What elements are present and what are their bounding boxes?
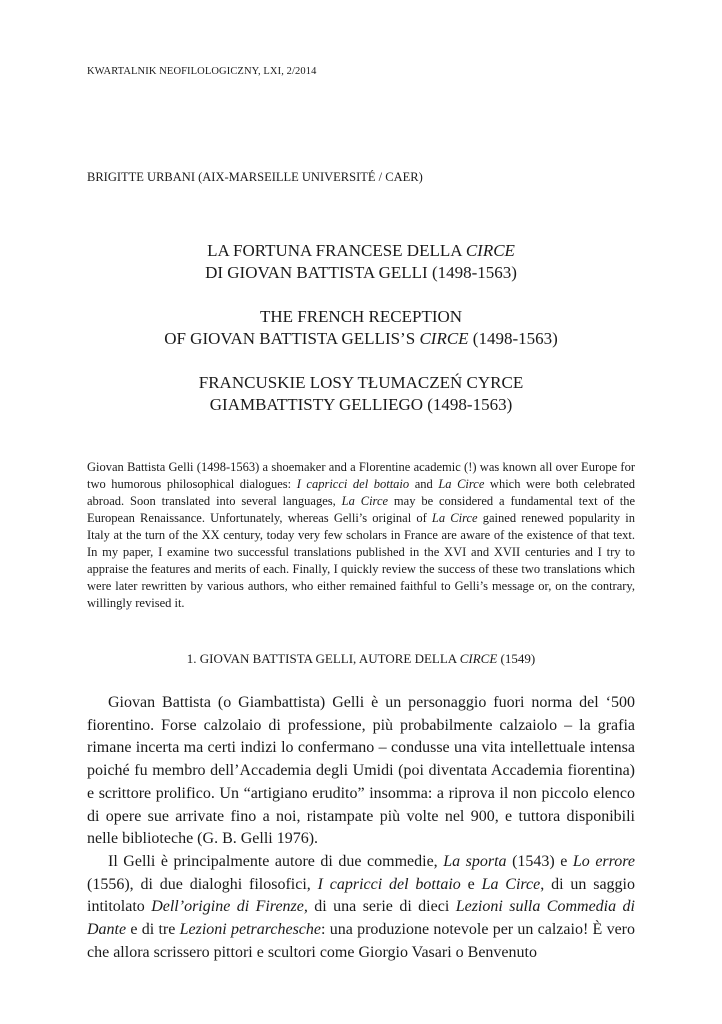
- p2-text-7: e di tre: [126, 921, 180, 939]
- title-english-line2: [87, 328, 635, 350]
- abstract-italic-2: La Circe: [438, 477, 485, 491]
- p2-italic-4: La Circe: [481, 875, 541, 893]
- p2-italic-2: Lo errore: [572, 852, 636, 870]
- title-italian-line1-text: LA FORTUNA FRANCESE DELLA: [207, 241, 466, 260]
- abstract-italic-1: I capricci del bottaio: [296, 477, 410, 491]
- abstract-italic-4: La Circe: [431, 511, 478, 525]
- p2-italic-5: Dell’origine di Firenze,: [151, 898, 308, 916]
- body-text: [87, 692, 635, 964]
- title-english-line2-post: (1498-1563): [468, 329, 558, 348]
- author-line: BRIGITTE URBANI (AIX-MARSEILLE UNIVERSITÉ / CAER): [87, 170, 423, 184]
- abstract: [87, 459, 635, 612]
- abstract-text-5: gained renewed popularity in Italy at the turn of the XX century, today very few scholars in France are aware of the existence of that text. In my paper, I examine two successful translations published in the XVI and XVII centuries and I try to appraise the features and merits of each. Finally, I quickly review the success of these two translations which were later rewritten by various authors, who either remained faithful to Gelli’s message or, on the contrary, willingly revised it.: [87, 511, 635, 610]
- title-english: [87, 306, 635, 350]
- abstract-text-3: which were both celebrated abroad. Soon translated into several languages,: [87, 477, 635, 508]
- title-polish-line1: FRANCUSKIE LOSY TŁUMACZEŃ CYRCE: [198, 373, 524, 392]
- title-italian-line1: [87, 240, 635, 262]
- section-heading: [87, 651, 635, 667]
- body-paragraph-2: [87, 851, 635, 965]
- title-italian-line1-italic: CIRCE: [465, 241, 515, 260]
- title-english-line1: THE FRENCH RECEPTION: [259, 307, 463, 326]
- section-heading-italic: CIRCE: [459, 651, 498, 666]
- abstract-text-2: and: [409, 477, 439, 491]
- title-english-line2-italic: CIRCE: [419, 329, 469, 348]
- title-italian: [87, 240, 635, 284]
- p2-text-6: di una serie di dieci: [307, 898, 456, 916]
- section-heading-post: (1549): [497, 651, 536, 666]
- p2-text-1: Il Gelli è principalmente autore di due commedie,: [108, 852, 444, 870]
- abstract-text-4: may be considered a fundamental text of the European Renaissance. Unfortunately, whereas Gelli’s original of: [87, 494, 635, 525]
- p2-text-2: (1543) e: [506, 852, 573, 870]
- journal-header: KWARTALNIK NEOFILOLOGICZNY, LXI, 2/2014: [87, 66, 317, 77]
- p2-italic-1: La sporta: [443, 852, 507, 870]
- title-polish: [87, 372, 635, 416]
- abstract-text-1: Giovan Battista Gelli (1498-1563) a shoemaker and a Florentine academic (!) was known all over Europe for two humorous philosophical dialogues:: [87, 460, 635, 491]
- p2-text-3: (1556), di due dialoghi filosofici,: [87, 875, 318, 893]
- p2-italic-6: Lezioni sulla Commedia di Dante: [87, 898, 635, 939]
- abstract-italic-3: La Circe: [341, 494, 389, 508]
- title-polish-line2: GIAMBATTISTY GELLIEGO (1498-1563): [209, 395, 513, 414]
- title-italian-line2: DI GIOVAN BATTISTA GELLI (1498-1563): [205, 263, 517, 282]
- p2-italic-3: I capricci del bottaio: [317, 875, 461, 893]
- p2-text-5: , di un saggio intitolato: [87, 875, 636, 916]
- p2-text-4: e: [460, 875, 482, 893]
- title-english-line2-text: OF GIOVAN BATTISTA GELLIS’S: [164, 329, 420, 348]
- p2-italic-7: Lezioni petrarchesche: [179, 921, 322, 939]
- section-heading-text: 1. GIOVAN BATTISTA GELLI, AUTORE DELLA: [186, 651, 460, 666]
- body-paragraph-1: Giovan Battista (o Giambattista) Gelli è un personaggio fuori norma del ‘500 fiorentino. Forse calzolaio di professione, più probabilmente calzaiolo – la grafia rimane incerta ma certi indizi lo confermano – condusse una vita intellettuale intensa poiché fu membro dell’Accademia degli Umidi (poi diventata Accademia fiorentina) e scrittore prolifico. Un “artigiano erudito” insomma: a riprova il non piccolo elenco di opere sue arrivate fino a noi, ristampate più volte nel 900, e tuttora disponibili nelle biblioteche (G. B. Gelli 1976).: [87, 694, 635, 848]
- p2-text-8: : una produzione notevole per un calzaio! È vero che allora scrissero pittori e scultori come Giorgio Vasari o Benvenuto: [87, 921, 636, 961]
